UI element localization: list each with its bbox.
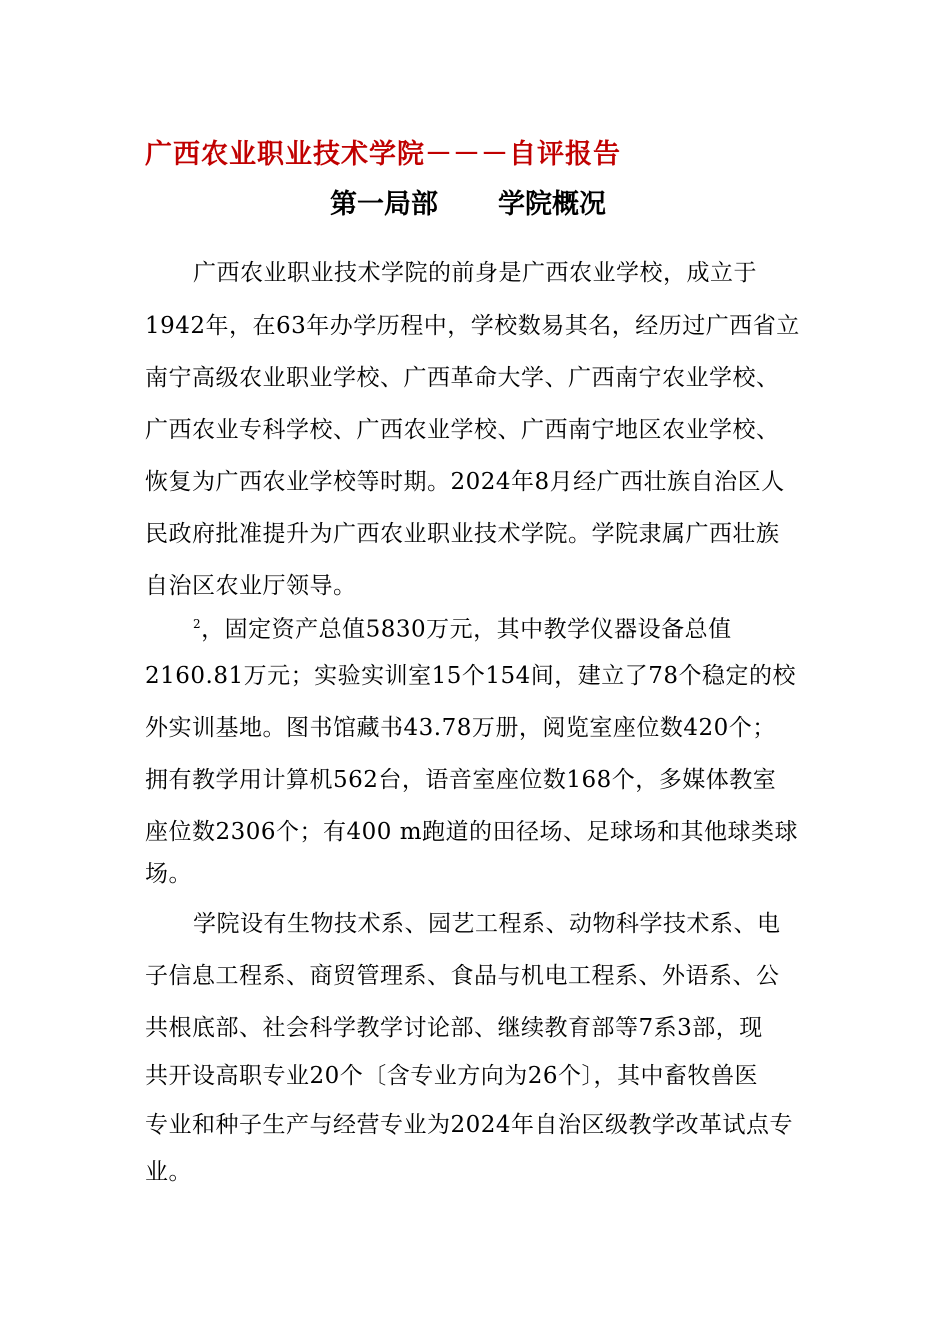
paragraph-3-line-3: 共根底部、社会科学教学讨论部、继续教育部等7系3部，现 xyxy=(145,1015,763,1041)
section-name: 学院概况 xyxy=(498,189,606,220)
paragraph-1-line-7: 自治区农业厅领导。 xyxy=(145,573,357,599)
paragraph-2-line-5: 座位数2306个；有400 m跑道的田径场、足球场和其他球类球 xyxy=(145,819,799,845)
paragraph-1-line-2: 1942年，在63年办学历程中，学校数易其名，经历过广西省立 xyxy=(145,313,800,339)
paragraph-2-line-4: 拥有教学用计算机562台，语音室座位数168个，多媒体教室 xyxy=(145,767,777,793)
paragraph-3-line-1: 学院设有生物技术系、园艺工程系、动物科学技术系、电 xyxy=(193,911,781,937)
paragraph-2-line-3: 外实训基地。图书馆藏书43.78万册，阅览室座位数420个； xyxy=(145,715,776,741)
paragraph-2-line-1-text: ，固定资产总值5830万元，其中教学仪器设备总值 xyxy=(201,616,732,643)
paragraph-3-line-2: 子信息工程系、商贸管理系、食品与机电工程系、外语系、公 xyxy=(145,963,780,989)
paragraph-2-line-1 xyxy=(193,609,732,645)
document-title: 广西农业职业技术学院－－－自评报告 xyxy=(145,139,621,170)
paragraph-1-line-4: 广西农业专科学校、广西农业学校、广西南宁地区农业学校、 xyxy=(145,417,780,443)
paragraph-3-line-6: 业。 xyxy=(145,1159,192,1185)
section-heading xyxy=(330,182,606,221)
paragraph-3-line-5: 专业和种子生产与经营专业为2024年自治区级教学改革试点专 xyxy=(145,1112,794,1138)
paragraph-1-line-1: 广西农业职业技术学院的前身是广西农业学校，成立于 xyxy=(193,260,757,286)
paragraph-1-line-6: 民政府批准提升为广西农业职业技术学院。学院隶属广西壮族 xyxy=(145,521,780,547)
paragraph-2-line-2: 2160.81万元；实验实训室15个154间，建立了78个稳定的校 xyxy=(145,663,797,689)
superscript-mark: 2 xyxy=(193,617,202,631)
paragraph-3-line-4: 共开设高职专业20个〔含专业方向为26个〕，其中畜牧兽医 xyxy=(145,1063,759,1089)
paragraph-1-line-5: 恢复为广西农业学校等时期。2024年8月经广西壮族自治区人 xyxy=(145,469,785,495)
paragraph-2-line-6: 场。 xyxy=(145,861,192,887)
paragraph-1-line-3: 南宁高级农业职业学校、广西革命大学、广西南宁农业学校、 xyxy=(145,365,780,391)
section-part: 第一局部 xyxy=(330,189,438,220)
